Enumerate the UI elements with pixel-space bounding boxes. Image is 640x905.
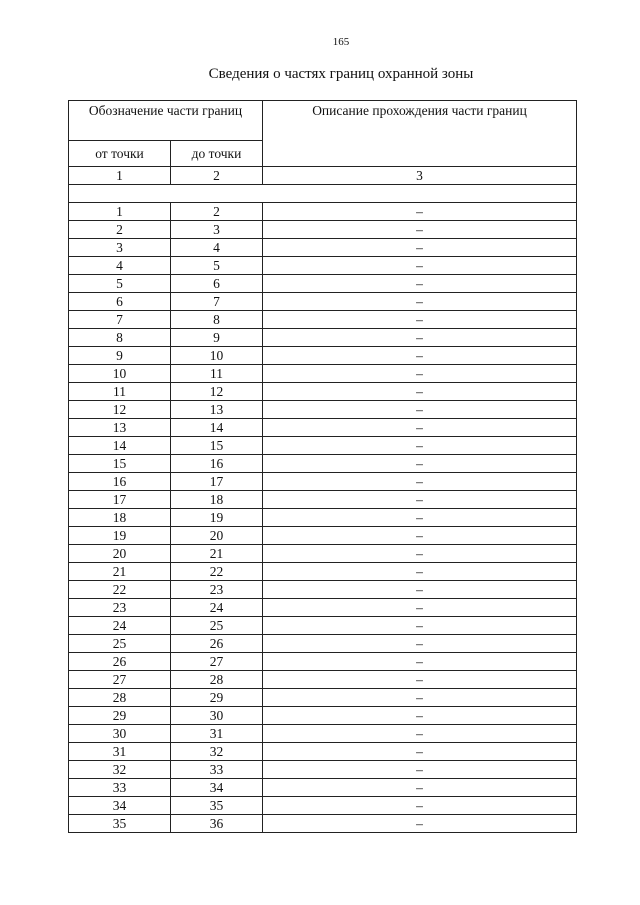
description-cell: – (263, 599, 577, 617)
to-point-cell: 19 (171, 509, 263, 527)
description-cell: – (263, 581, 577, 599)
from-point-cell: 15 (69, 455, 171, 473)
from-point-cell: 1 (69, 203, 171, 221)
to-point-cell: 30 (171, 707, 263, 725)
from-point-cell: 25 (69, 635, 171, 653)
description-cell: – (263, 329, 577, 347)
from-point-cell: 16 (69, 473, 171, 491)
to-point-cell: 12 (171, 383, 263, 401)
table-row (69, 635, 577, 653)
table-row (69, 707, 577, 725)
to-point-cell: 6 (171, 275, 263, 293)
from-point-cell: 11 (69, 383, 171, 401)
to-point-cell: 8 (171, 311, 263, 329)
spacer-row (69, 185, 577, 203)
to-point-cell: 9 (171, 329, 263, 347)
from-point-cell: 12 (69, 401, 171, 419)
to-point-cell: 28 (171, 671, 263, 689)
column-number: 3 (263, 167, 577, 185)
from-point-cell: 23 (69, 599, 171, 617)
table-row (69, 527, 577, 545)
from-point-cell: 27 (69, 671, 171, 689)
header-description: Описание прохождения части границ (263, 101, 577, 167)
description-cell: – (263, 491, 577, 509)
page-number: 165 (332, 36, 350, 48)
from-point-cell: 33 (69, 779, 171, 797)
table-row (69, 689, 577, 707)
table-row (69, 509, 577, 527)
to-point-cell: 29 (171, 689, 263, 707)
to-point-cell: 22 (171, 563, 263, 581)
to-point-cell: 11 (171, 365, 263, 383)
description-cell: – (263, 275, 577, 293)
table-row (69, 221, 577, 239)
description-cell: – (263, 815, 577, 833)
boundary-parts-table (68, 100, 577, 833)
to-point-cell: 7 (171, 293, 263, 311)
table-row (69, 455, 577, 473)
to-point-cell: 14 (171, 419, 263, 437)
description-cell: – (263, 347, 577, 365)
from-point-cell: 8 (69, 329, 171, 347)
spacer-cell (69, 185, 577, 203)
to-point-cell: 3 (171, 221, 263, 239)
table-row (69, 239, 577, 257)
description-cell: – (263, 311, 577, 329)
description-cell: – (263, 545, 577, 563)
from-point-cell: 29 (69, 707, 171, 725)
description-cell: – (263, 779, 577, 797)
to-point-cell: 25 (171, 617, 263, 635)
to-point-cell: 20 (171, 527, 263, 545)
to-point-cell: 26 (171, 635, 263, 653)
from-point-cell: 6 (69, 293, 171, 311)
to-point-cell: 23 (171, 581, 263, 599)
description-cell: – (263, 689, 577, 707)
description-cell: – (263, 203, 577, 221)
from-point-cell: 18 (69, 509, 171, 527)
from-point-cell: 4 (69, 257, 171, 275)
table-row (69, 347, 577, 365)
description-cell: – (263, 221, 577, 239)
table-row (69, 545, 577, 563)
description-cell: – (263, 257, 577, 275)
table-row (69, 743, 577, 761)
header-row (69, 101, 577, 141)
table-row (69, 311, 577, 329)
description-cell: – (263, 419, 577, 437)
table-row (69, 491, 577, 509)
description-cell: – (263, 527, 577, 545)
to-point-cell: 24 (171, 599, 263, 617)
table-row (69, 383, 577, 401)
description-cell: – (263, 365, 577, 383)
table-row (69, 257, 577, 275)
table-row (69, 725, 577, 743)
from-point-cell: 28 (69, 689, 171, 707)
table-row (69, 797, 577, 815)
table-row (69, 275, 577, 293)
table-row (69, 815, 577, 833)
description-cell: – (263, 563, 577, 581)
from-point-cell: 17 (69, 491, 171, 509)
to-point-cell: 10 (171, 347, 263, 365)
to-point-cell: 2 (171, 203, 263, 221)
table-row (69, 293, 577, 311)
description-cell: – (263, 707, 577, 725)
column-number-row (69, 167, 577, 185)
header-from-point: от точки (69, 141, 171, 167)
table-row (69, 671, 577, 689)
table-row (69, 779, 577, 797)
to-point-cell: 17 (171, 473, 263, 491)
page-title: Сведения о частях границ охранной зоны (208, 66, 474, 82)
to-point-cell: 33 (171, 761, 263, 779)
description-cell: – (263, 671, 577, 689)
description-cell: – (263, 293, 577, 311)
to-point-cell: 21 (171, 545, 263, 563)
description-cell: – (263, 797, 577, 815)
from-point-cell: 22 (69, 581, 171, 599)
description-cell: – (263, 401, 577, 419)
to-point-cell: 27 (171, 653, 263, 671)
description-cell: – (263, 455, 577, 473)
header-boundary-designation: Обозначение части границ (69, 101, 263, 141)
table-row (69, 563, 577, 581)
from-point-cell: 35 (69, 815, 171, 833)
table-row (69, 203, 577, 221)
to-point-cell: 35 (171, 797, 263, 815)
table-row (69, 581, 577, 599)
description-cell: – (263, 437, 577, 455)
table-row (69, 473, 577, 491)
table-row (69, 617, 577, 635)
table-row (69, 653, 577, 671)
table-row (69, 599, 577, 617)
to-point-cell: 34 (171, 779, 263, 797)
from-point-cell: 14 (69, 437, 171, 455)
from-point-cell: 9 (69, 347, 171, 365)
table-row (69, 365, 577, 383)
from-point-cell: 20 (69, 545, 171, 563)
from-point-cell: 19 (69, 527, 171, 545)
to-point-cell: 31 (171, 725, 263, 743)
description-cell: – (263, 473, 577, 491)
from-point-cell: 13 (69, 419, 171, 437)
description-cell: – (263, 743, 577, 761)
description-cell: – (263, 761, 577, 779)
to-point-cell: 32 (171, 743, 263, 761)
table-row (69, 761, 577, 779)
description-cell: – (263, 617, 577, 635)
from-point-cell: 32 (69, 761, 171, 779)
from-point-cell: 5 (69, 275, 171, 293)
to-point-cell: 18 (171, 491, 263, 509)
to-point-cell: 4 (171, 239, 263, 257)
description-cell: – (263, 725, 577, 743)
description-cell: – (263, 239, 577, 257)
description-cell: – (263, 383, 577, 401)
description-cell: – (263, 653, 577, 671)
from-point-cell: 21 (69, 563, 171, 581)
description-cell: – (263, 509, 577, 527)
to-point-cell: 36 (171, 815, 263, 833)
header-to-point: до точки (171, 141, 263, 167)
from-point-cell: 2 (69, 221, 171, 239)
column-number: 2 (171, 167, 263, 185)
from-point-cell: 10 (69, 365, 171, 383)
table-row (69, 419, 577, 437)
column-number: 1 (69, 167, 171, 185)
from-point-cell: 3 (69, 239, 171, 257)
from-point-cell: 26 (69, 653, 171, 671)
from-point-cell: 24 (69, 617, 171, 635)
from-point-cell: 7 (69, 311, 171, 329)
from-point-cell: 31 (69, 743, 171, 761)
description-cell: – (263, 635, 577, 653)
from-point-cell: 34 (69, 797, 171, 815)
to-point-cell: 13 (171, 401, 263, 419)
table-row (69, 329, 577, 347)
table-row (69, 437, 577, 455)
to-point-cell: 15 (171, 437, 263, 455)
to-point-cell: 5 (171, 257, 263, 275)
table-row (69, 401, 577, 419)
from-point-cell: 30 (69, 725, 171, 743)
to-point-cell: 16 (171, 455, 263, 473)
